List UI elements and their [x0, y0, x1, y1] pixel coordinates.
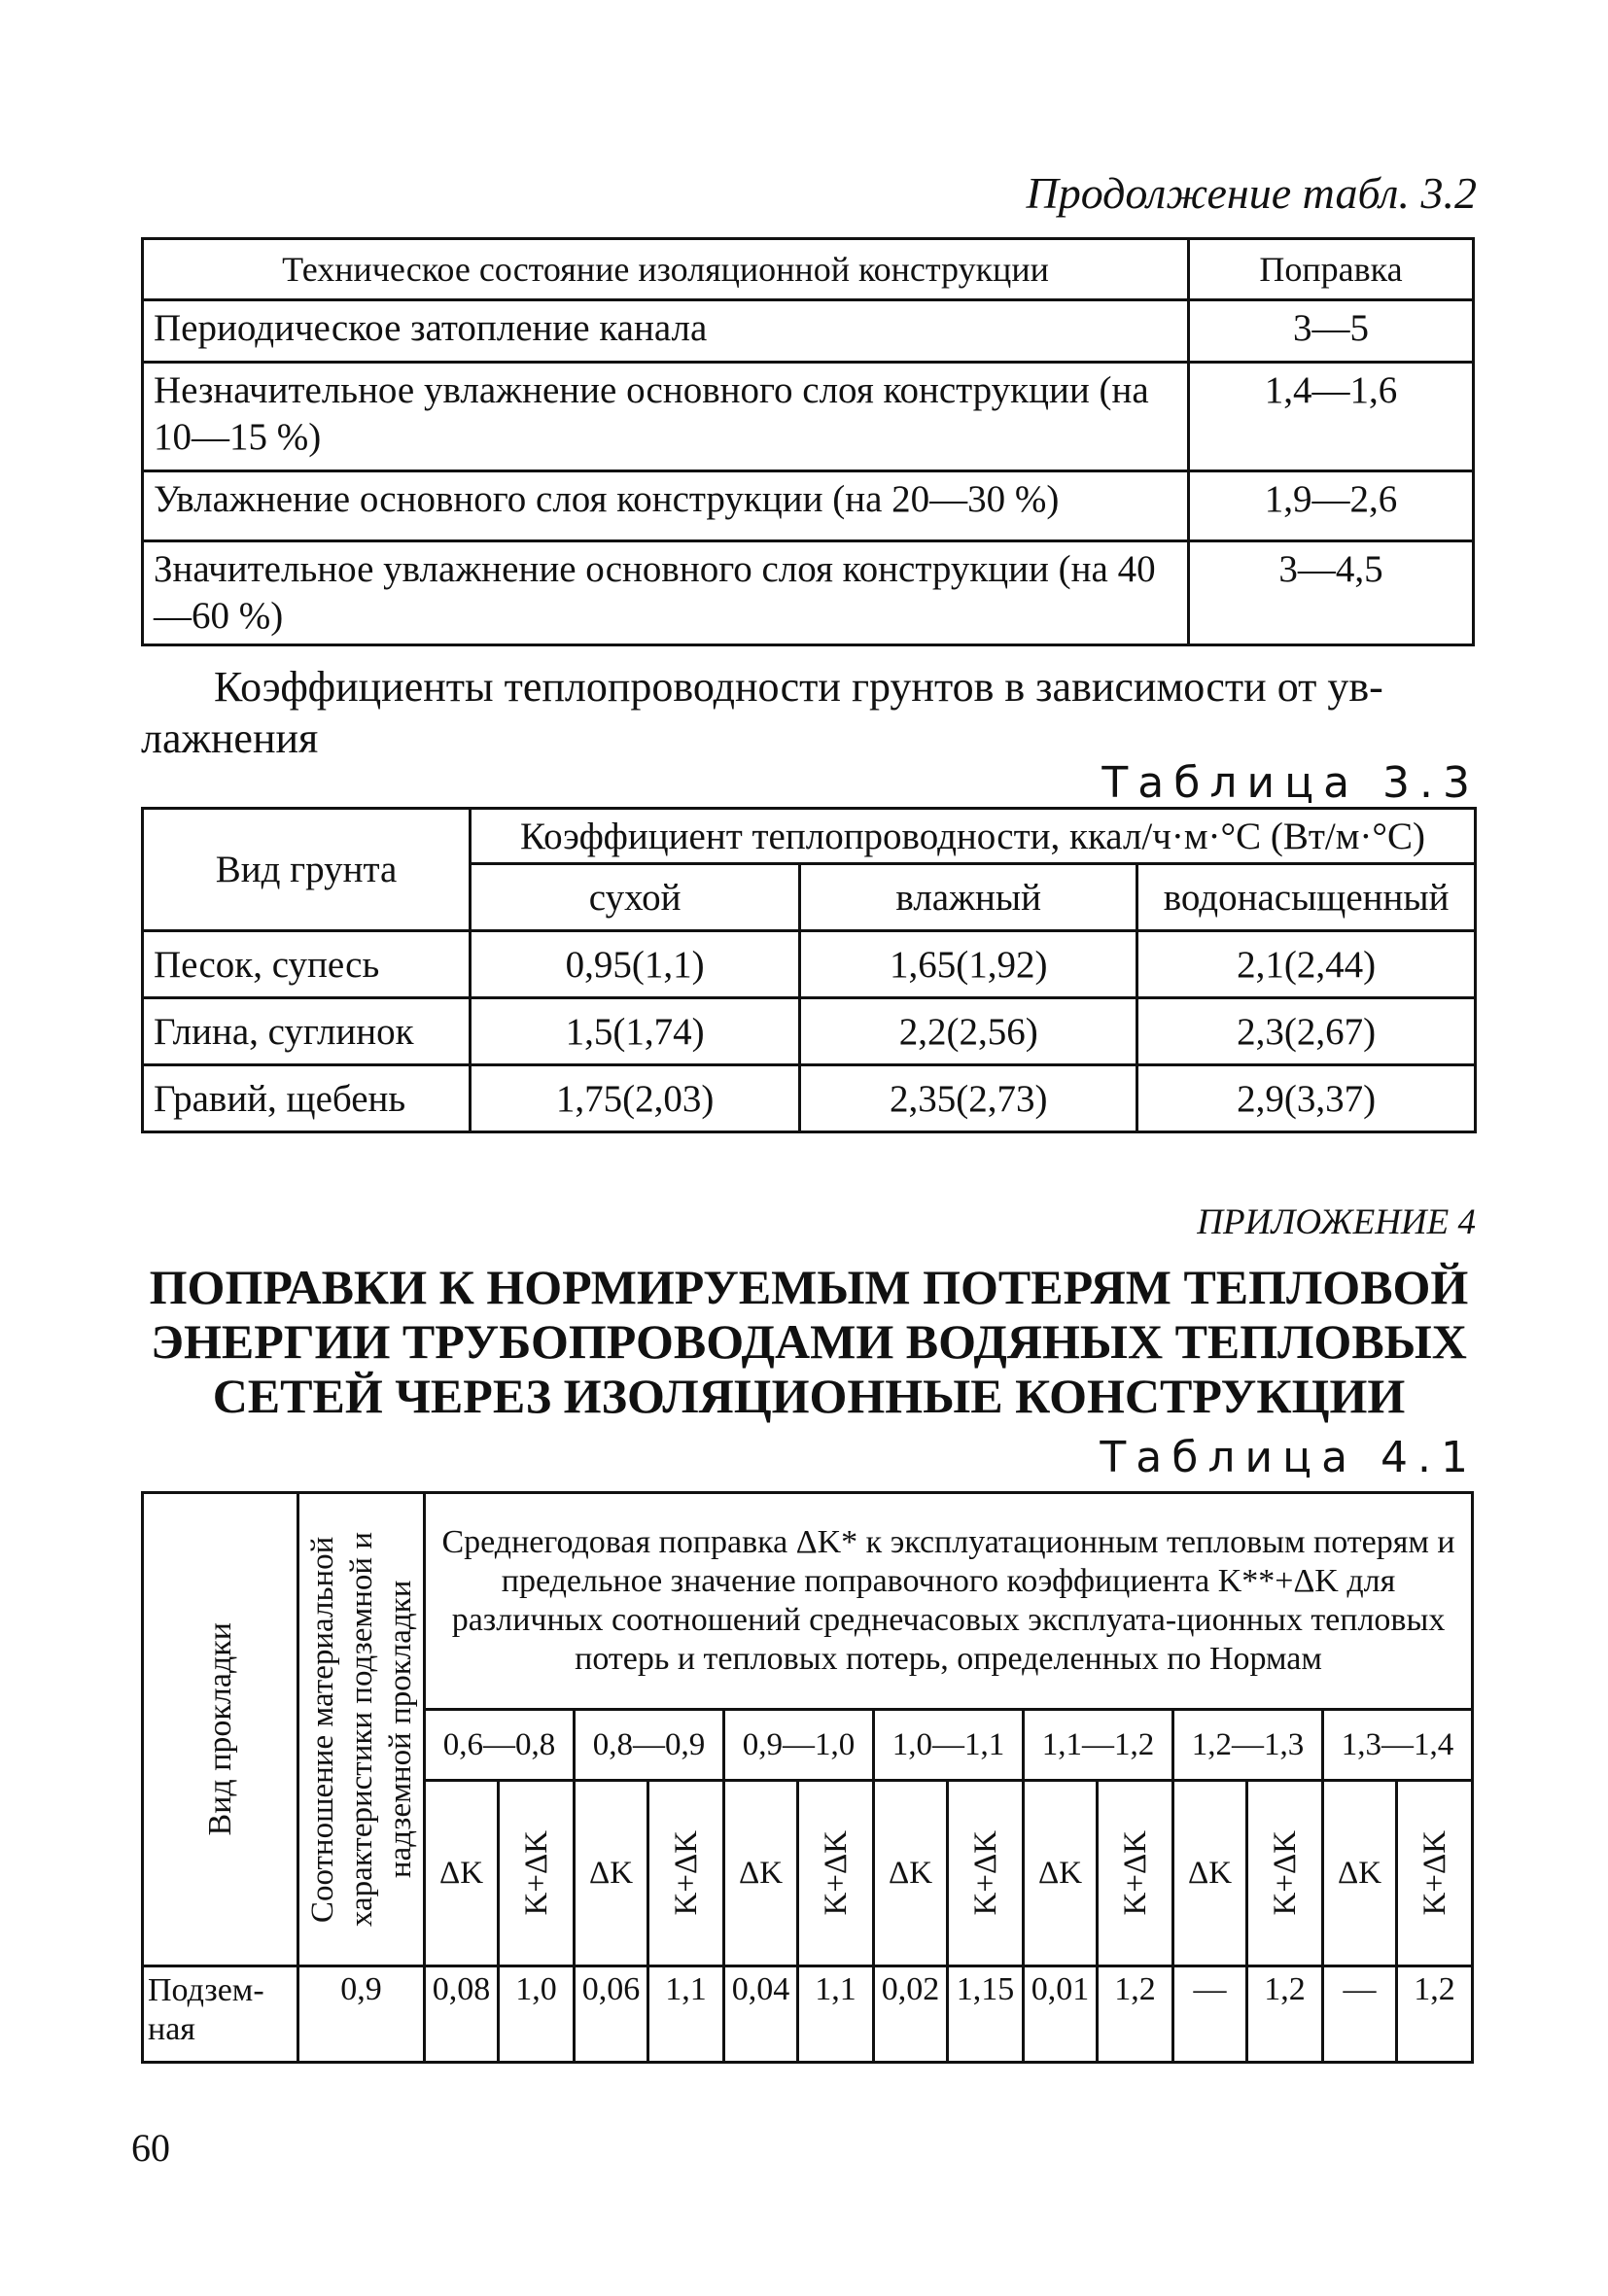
table-cell: 3—5 [1189, 300, 1474, 363]
row-name-line-2: ная [148, 2011, 195, 2047]
table-cell: Глина, суглинок [143, 998, 471, 1065]
column-header-saturated: водонасыщенный [1137, 864, 1476, 931]
table-cell: Незначительное увлажнение основного слоя конструкции (на 10—15 %) [143, 363, 1189, 471]
table-3-3-label: Таблица 3.3 [1101, 758, 1480, 808]
table-4-1-label: Таблица 4.1 [1100, 1433, 1478, 1482]
table-cell: 3—4,5 [1189, 541, 1474, 645]
table-cell: 0,08 [425, 1966, 499, 2063]
column-header-laying-type [143, 1493, 298, 1966]
subheader-k [1098, 1781, 1173, 1966]
table-row [143, 541, 1474, 645]
table-cell: 0,04 [724, 1966, 798, 2063]
appendix-title-line-1: ПОПРАВКИ К НОРМИРУЕМЫМ ПОТЕРЯМ ТЕПЛОВОЙ [149, 1260, 1469, 1314]
appendix-title-line-2: ЭНЕРГИИ ТРУБОПРОВОДАМИ ВОДЯНЫХ ТЕПЛОВЫХ [151, 1314, 1467, 1369]
appendix-title-line-3: СЕТЕЙ ЧЕРЕЗ ИЗОЛЯЦИОННЫЕ КОНСТРУКЦИИ [212, 1369, 1406, 1423]
table-3-3 [141, 807, 1477, 1133]
column-header-condition: Техническое состояние изоляционной конструкции [143, 239, 1189, 300]
row-laying-name [143, 1966, 298, 2063]
table-row [143, 363, 1474, 471]
table-cell: 1,1 [648, 1966, 724, 2063]
table-cell: Периодическое затопление канала [143, 300, 1189, 363]
subheader-k-label: K+ΔK [1416, 1830, 1452, 1916]
table-header-row [143, 1493, 1473, 1710]
table-cell: 2,2(2,56) [800, 998, 1137, 1065]
table-4-1 [141, 1491, 1474, 2064]
table-cell: 1,0 [499, 1966, 575, 2063]
subheader-dk: ΔK [874, 1781, 948, 1966]
table-row [143, 1966, 1473, 2063]
appendix-label: ПРИЛОЖЕНИЕ 4 [1197, 1202, 1476, 1242]
range-header: 1,0—1,1 [874, 1710, 1024, 1781]
subheader-k [499, 1781, 575, 1966]
range-header: 1,3—1,4 [1323, 1710, 1473, 1781]
range-header: 1,1—1,2 [1024, 1710, 1173, 1781]
table-cell: 1,4—1,6 [1189, 363, 1474, 471]
subheader-k-label: K+ΔK [1117, 1830, 1153, 1916]
ratio-header-line-2: характеристики подземной и [343, 1531, 379, 1928]
paragraph-line-1: Коэффициенты теплопроводности грунтов в зависимости от ув- [214, 663, 1383, 711]
subheader-k-label: K+ΔK [1267, 1830, 1303, 1916]
table-cell: 1,5(1,74) [471, 998, 800, 1065]
table-cell: 2,35(2,73) [800, 1065, 1137, 1132]
subheader-k [948, 1781, 1024, 1966]
ratio-header-line-1: Соотношение материальной [304, 1536, 340, 1923]
column-header-dry: сухой [471, 864, 800, 931]
table-header-row [143, 239, 1474, 300]
column-group-header: Среднегодовая поправка ΔK* к эксплуатационным тепловым потерям и предельное значение поправочного коэффициента K**+ΔK для различных соотношений среднечасовых эксплуата-ционных тепловых потерь и тепловых потерь, определенных по Нормам [425, 1493, 1473, 1710]
table-cell: 0,02 [874, 1966, 948, 2063]
table-row [143, 471, 1474, 541]
table-cell: 1,2 [1247, 1966, 1323, 2063]
table-cell: 1,75(2,03) [471, 1065, 800, 1132]
row-name-line-1: Подзем- [148, 1972, 264, 2008]
range-header: 0,8—0,9 [575, 1710, 724, 1781]
column-header-soil-type: Вид грунта [143, 809, 471, 931]
table-cell: 1,9—2,6 [1189, 471, 1474, 541]
table-cell: 1,2 [1098, 1966, 1173, 2063]
table-cell: Песок, супесь [143, 931, 471, 998]
table-cell: 1,1 [798, 1966, 874, 2063]
table-row [143, 931, 1476, 998]
table-cell: 0,95(1,1) [471, 931, 800, 998]
table-cell: Увлажнение основного слоя конструкции (на 20—30 %) [143, 471, 1189, 541]
table-cell: 1,65(1,92) [800, 931, 1137, 998]
subheader-k-label: K+ΔK [818, 1830, 854, 1916]
table-cell: 2,1(2,44) [1137, 931, 1476, 998]
subheader-k [648, 1781, 724, 1966]
table-cell: — [1323, 1966, 1397, 2063]
range-header: 0,9—1,0 [724, 1710, 874, 1781]
table-row [143, 300, 1474, 363]
table-cell: 1,2 [1397, 1966, 1473, 2063]
table-cell: Значительное увлажнение основного слоя конструкции (на 40—60 %) [143, 541, 1189, 645]
subheader-k [1247, 1781, 1323, 1966]
page-number: 60 [131, 2126, 170, 2170]
column-header-wet: влажный [800, 864, 1137, 931]
subheader-k-label: K+ΔK [518, 1830, 554, 1916]
range-header: 0,6—0,8 [425, 1710, 575, 1781]
subheader-k-label: K+ΔK [668, 1830, 704, 1916]
table-cell: — [1173, 1966, 1247, 2063]
table-cell: 0,06 [575, 1966, 648, 2063]
range-header: 1,2—1,3 [1173, 1710, 1323, 1781]
column-header-ratio [298, 1493, 425, 1966]
table-cell: 2,9(3,37) [1137, 1065, 1476, 1132]
table-row [143, 998, 1476, 1065]
table-continuation-caption: Продолжение табл. 3.2 [1026, 168, 1477, 218]
column-header-correction: Поправка [1189, 239, 1474, 300]
row-ratio: 0,9 [298, 1966, 425, 2063]
table-header-row [143, 809, 1476, 864]
subheader-k [798, 1781, 874, 1966]
subheader-k-label: K+ΔK [967, 1830, 1003, 1916]
table-3-2 [141, 237, 1475, 646]
subheader-dk: ΔK [1173, 1781, 1247, 1966]
table-cell: 1,15 [948, 1966, 1024, 2063]
appendix-title [141, 1260, 1477, 1423]
table-cell: 2,3(2,67) [1137, 998, 1476, 1065]
ratio-header-text [303, 1532, 420, 1927]
table-row [143, 1065, 1476, 1132]
subheader-dk: ΔK [1323, 1781, 1397, 1966]
table-cell: Гравий, щебень [143, 1065, 471, 1132]
subheader-k [1397, 1781, 1473, 1966]
subheader-dk: ΔK [724, 1781, 798, 1966]
table-cell: 0,01 [1024, 1966, 1098, 2063]
ratio-header-line-3: надземной прокладки [382, 1580, 418, 1879]
subheader-dk: ΔK [575, 1781, 648, 1966]
paragraph-line-2: лажнения [141, 714, 319, 762]
subheader-dk: ΔK [1024, 1781, 1098, 1966]
laying-type-label: Вид прокладки [201, 1622, 238, 1836]
subheader-dk: ΔK [425, 1781, 499, 1966]
column-group-header: Коэффициент теплопроводности, ккал/ч·м·°С (Вт/м·°С) [471, 809, 1476, 864]
